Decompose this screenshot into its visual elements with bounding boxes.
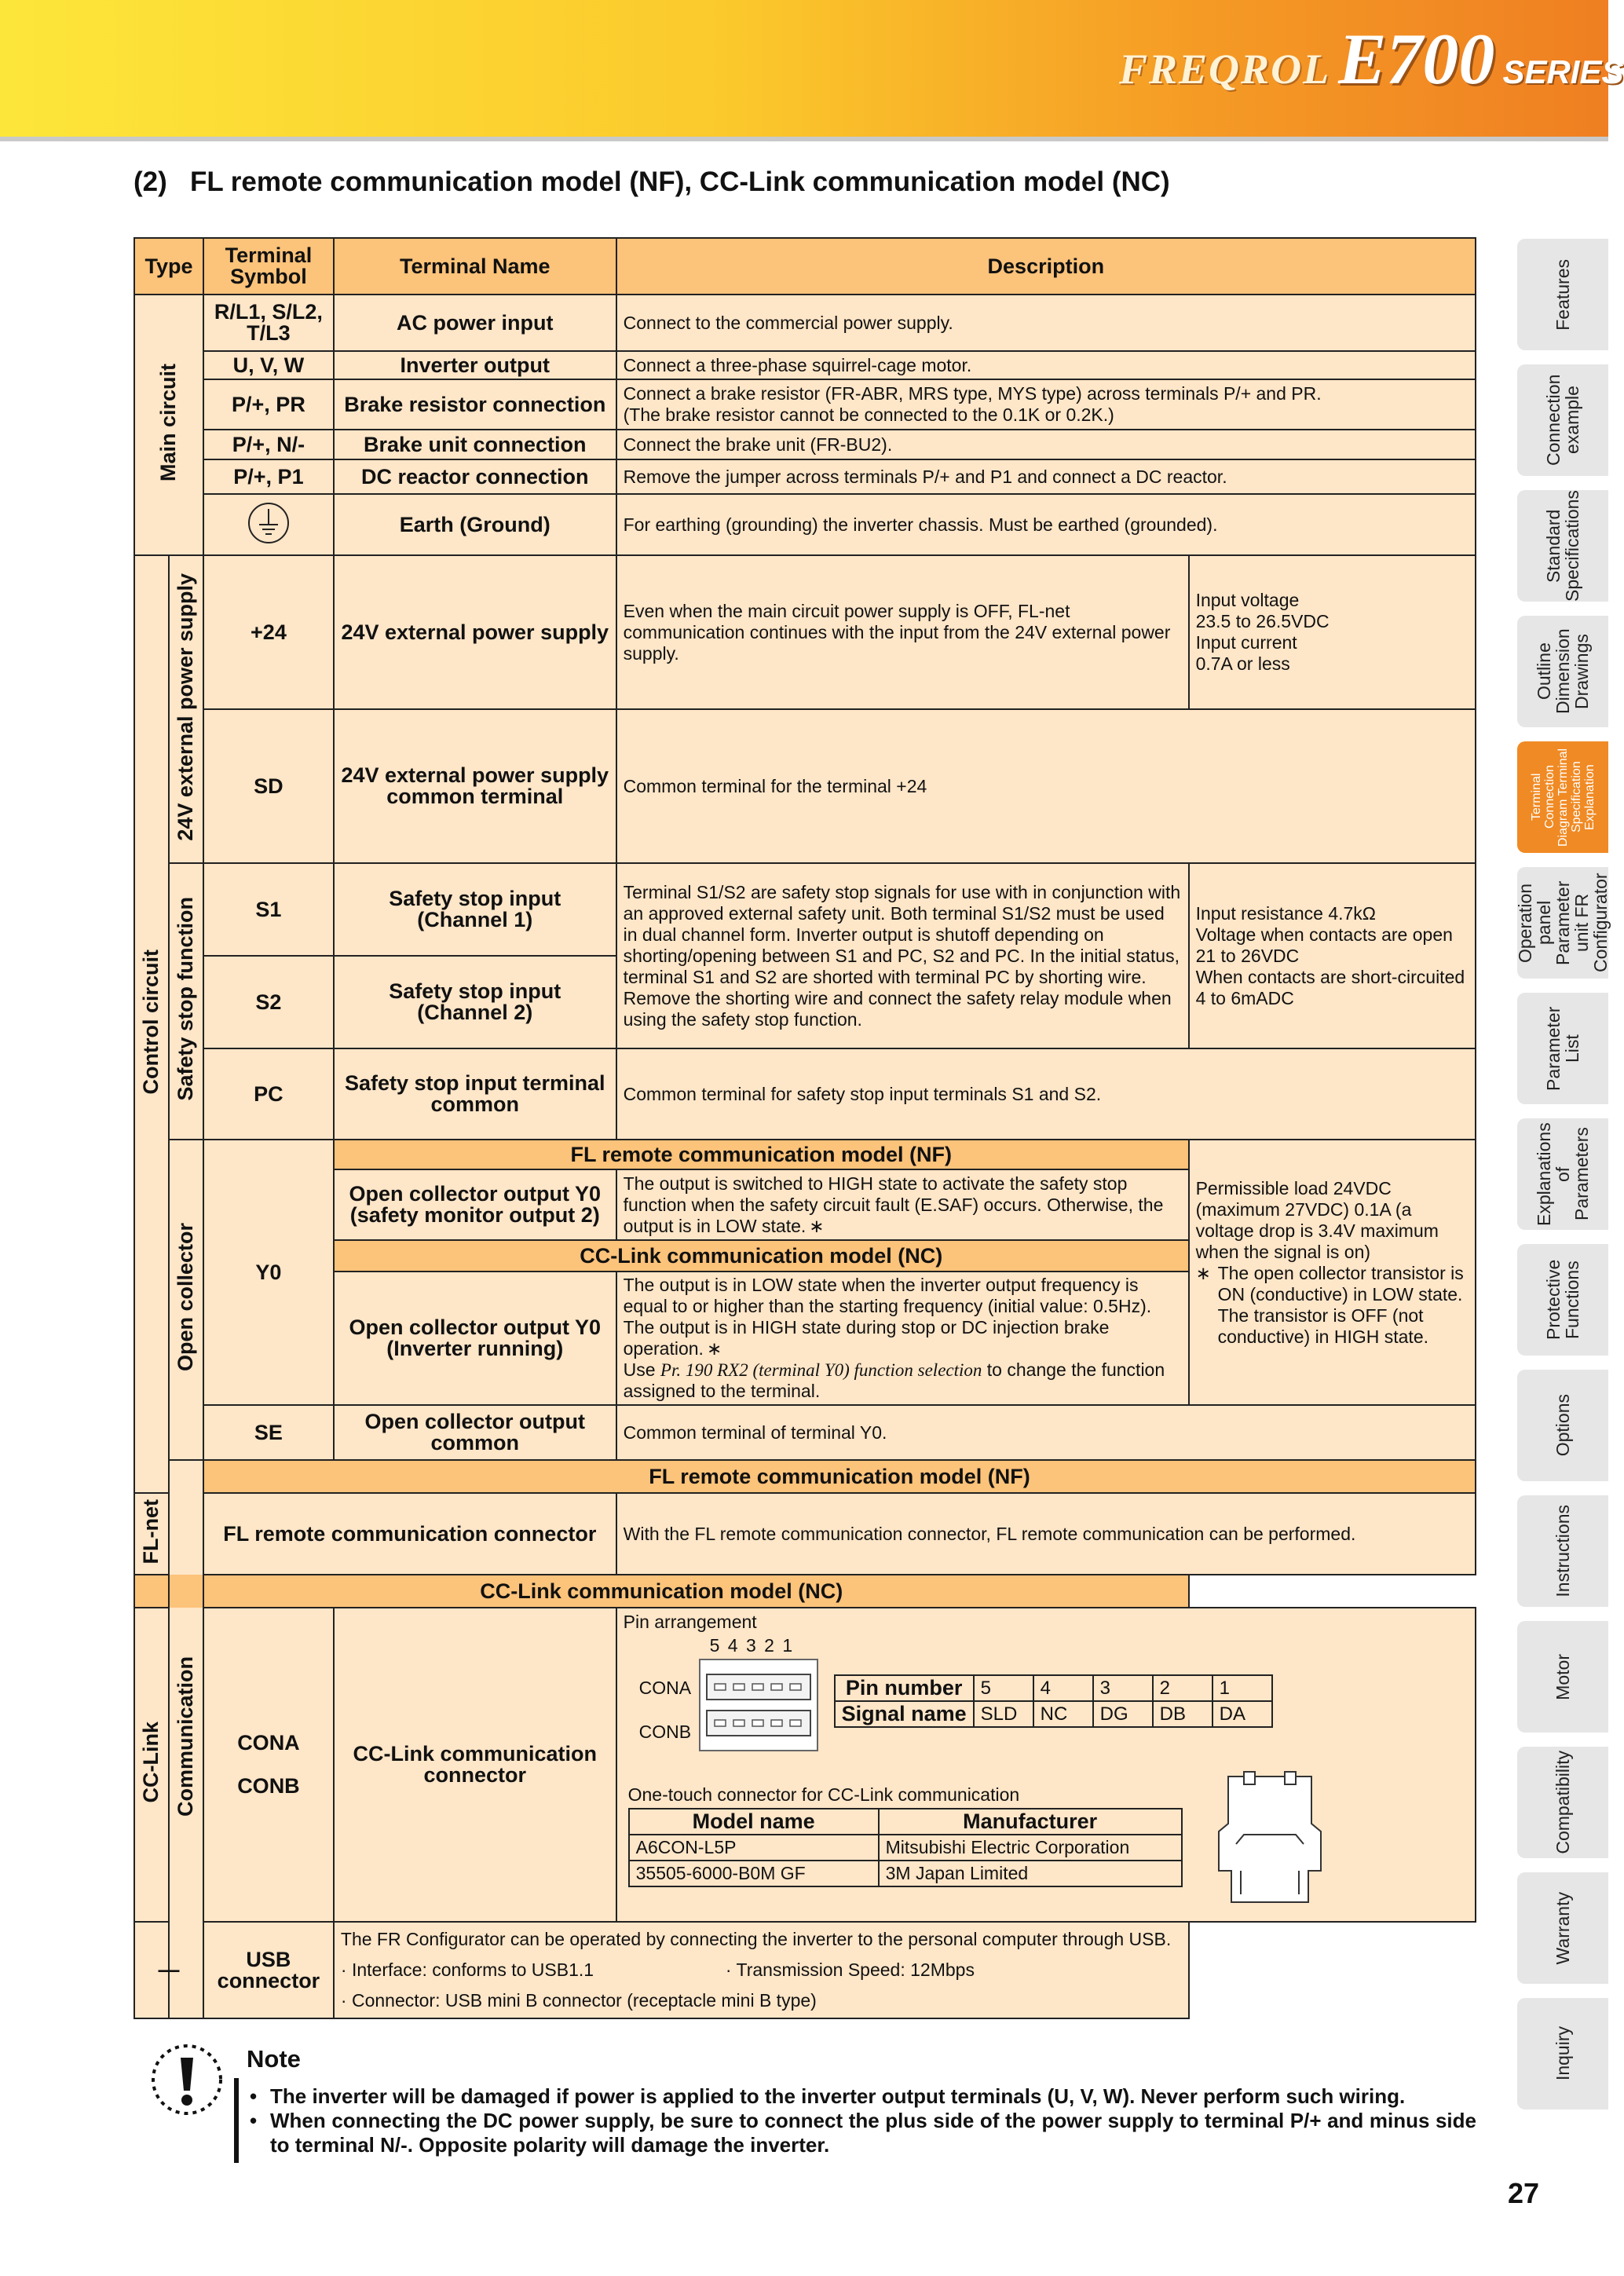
section-title: (2) FL remote communication model (NF), CC-Link communication model (NC) (134, 166, 1170, 197)
cc-link-detail (616, 1608, 1476, 1922)
terminal-description: With the FL remote communication connector, FL remote communication can be performed. (616, 1493, 1476, 1575)
terminal-spec (1189, 555, 1476, 709)
terminal-symbol: Y0 (203, 1140, 334, 1405)
pin-number-cell: 1 (1213, 1675, 1272, 1701)
terminal-symbol: R/L1, S/L2, T/L3 (203, 295, 334, 351)
spec-line: Input resistance 4.7kΩ (1195, 902, 1376, 924)
terminal-name: Inverter output (334, 351, 616, 379)
terminal-symbol: +24 (203, 555, 334, 709)
terminal-spec-table (134, 237, 1476, 2019)
usb-connector: · Connector: USB mini B connector (receptacle mini B type) (340, 1990, 817, 2011)
warning-exclamation-icon (149, 2042, 226, 2119)
logo-series: SERIES (1502, 53, 1624, 90)
onetouch-label: One-touch connector for CC-Link communication (627, 1784, 1020, 1805)
pin-signal-table (834, 1674, 1273, 1728)
terminal-name: 24V external power supply (334, 555, 616, 709)
spec-line: Voltage when contacts are open (1195, 924, 1453, 945)
table-row (134, 351, 1476, 379)
tab-terminal-connection[interactable]: Terminal Connection Diagram Terminal Specification Explanation (1517, 741, 1608, 853)
model-table (628, 1808, 1183, 1887)
signal-name-cell: DB (1153, 1701, 1213, 1727)
tab-warranty[interactable]: Warranty (1517, 1872, 1608, 1984)
terminal-symbol: P/+, PR (203, 379, 334, 430)
model-subheader-nc: CC-Link communication model (NC) (334, 1240, 1189, 1272)
terminal-symbol: S1 (203, 863, 334, 956)
terminal-symbol (203, 1608, 334, 1922)
table-row (134, 863, 1476, 956)
terminal-description: Common terminal for safety stop input terminals S1 and S2. (616, 1048, 1476, 1140)
terminal-name: Open collector output Y0 (safety monitor output 2) (334, 1169, 616, 1240)
terminal-description: Connect to the commercial power supply. (616, 295, 1476, 351)
pin-number-label: Pin number (835, 1675, 974, 1701)
terminal-name: DC reactor connection (334, 459, 616, 494)
header-divider (0, 137, 1608, 141)
terminal-symbol: PC (203, 1048, 334, 1140)
model-subheader-nf: FL remote communication model (NF) (334, 1140, 1189, 1169)
table-row (134, 709, 1476, 863)
signal-name-row (835, 1701, 1272, 1727)
terminal-name: Open collector output Y0 (Inverter running) (334, 1272, 616, 1405)
note-list (248, 2084, 1476, 2157)
description-text: to change the function assigned to the terminal. (623, 1359, 1165, 1401)
terminal-symbol: P/+, P1 (203, 459, 334, 494)
logo-brand: FREQROL (1119, 46, 1331, 93)
tab-motor[interactable]: Motor (1517, 1621, 1608, 1733)
signal-name-cell: NC (1033, 1701, 1093, 1727)
terminal-description: Connect the brake unit (FR-BU2). (616, 430, 1476, 459)
model-cell: A6CON-L5P (629, 1835, 879, 1861)
terminal-name: Open collector output common (334, 1405, 616, 1460)
table-row (134, 295, 1476, 351)
header-type: Type (134, 238, 203, 295)
terminal-name: Safety stop input (Channel 2) (334, 956, 616, 1048)
terminal-name: 24V external power supply common terminal (334, 709, 616, 863)
terminal-spec (1189, 863, 1476, 1048)
spec-line: When contacts are short-circuited (1195, 966, 1465, 987)
table-header-row (134, 238, 1476, 295)
terminal-description: For earthing (grounding) the inverter chassis. Must be earthed (grounded). (616, 494, 1476, 555)
description-line: (The brake resistor cannot be connected to the 0.1K or 0.2K.) (623, 404, 1114, 425)
terminal-symbol: P/+, N/- (203, 430, 334, 459)
usb-interface: · Interface: conforms to USB1.1 (340, 1959, 594, 1980)
manufacturer-cell: Mitsubishi Electric Corporation (879, 1835, 1182, 1861)
terminal-symbol: SD (203, 709, 334, 863)
terminal-name: Brake resistor connection (334, 379, 616, 430)
spec-line: Input current (1195, 632, 1297, 653)
spec-line: 21 to 26VDC (1195, 945, 1300, 966)
tab-options[interactable]: Options (1517, 1370, 1608, 1481)
terminal-symbol: — (134, 1922, 203, 2018)
description-text: The output is switched to HIGH state to activate the safety stop function when the safety circuit fault (E.SAF) occurs. Otherwise, the output is in LOW state. (623, 1173, 1164, 1236)
spec-load: Permissible load 24VDC (maximum 27VDC) 0.1A (a voltage drop is 3.4V maximum when the signal is on) (1195, 1178, 1439, 1262)
terminal-name: Brake unit connection (334, 430, 616, 459)
table-row (134, 1608, 1476, 1922)
terminal-spec (1189, 1140, 1476, 1405)
model-subheader-nc: CC-Link communication model (NC) (134, 1575, 1189, 1608)
table-row (134, 555, 1476, 709)
tab-explanations-of-parameters[interactable]: Explanations of Parameters (1517, 1118, 1608, 1230)
header-name: Terminal Name (334, 238, 616, 295)
manufacturer-header: Manufacturer (879, 1809, 1182, 1835)
usb-speed: · Transmission Speed: 12Mbps (725, 1959, 975, 1980)
table-row (134, 459, 1476, 494)
group-open-collector: Open collector (169, 1140, 203, 1460)
table-row (134, 1460, 1476, 1493)
series-logo (1119, 17, 1624, 104)
terminal-name: USB connector (203, 1922, 334, 2018)
signal-name-label: Signal name (835, 1701, 974, 1727)
signal-name-cell: SLD (974, 1701, 1033, 1727)
terminal-description (616, 1272, 1189, 1405)
spec-line: Input voltage (1195, 590, 1300, 610)
terminal-name: AC power input (334, 295, 616, 351)
asterisk-mark: ∗ (809, 1215, 825, 1236)
header-description: Description (616, 238, 1476, 295)
tab-protective-functions[interactable]: Protective Functions (1517, 1244, 1608, 1356)
spec-line: 23.5 to 26.5VDC (1195, 611, 1330, 631)
group-ext-power: 24V external power supply (169, 555, 203, 863)
connector-pin-diagram (699, 1659, 818, 1751)
note-title: Note (247, 2045, 301, 2073)
spec-note (1196, 1263, 1469, 1348)
manufacturer-cell: 3M Japan Limited (879, 1861, 1182, 1886)
spec-line: 4 to 6mADC (1195, 987, 1294, 1008)
symbol-conb: CONB (237, 1774, 300, 1798)
group-control-circuit: Control circuit (134, 555, 169, 1493)
table-row (134, 430, 1476, 459)
terminal-name: FL remote communication connector (203, 1493, 616, 1575)
terminal-description: Common terminal for the terminal +24 (616, 709, 1476, 863)
signal-name-cell: DA (1213, 1701, 1272, 1727)
symbol-cona: CONA (237, 1731, 300, 1755)
earth-ground-icon (247, 501, 291, 545)
tab-instructions[interactable]: Instructions (1517, 1495, 1608, 1607)
table-row (134, 494, 1476, 555)
pin-arrangement-label: Pin arrangement (623, 1612, 757, 1632)
model-header: Model name (629, 1809, 879, 1835)
note-text: When connecting the DC power supply, be sure to connect the plus side of the power supply to terminal P/+ and minus side to terminal N/-. Opposite polarity will damage the inverter. (270, 2109, 1476, 2157)
terminal-description (616, 1169, 1189, 1240)
tab-outline-dimension-drawings[interactable]: Outline Dimension Drawings (1517, 616, 1608, 727)
tab-standard-specifications[interactable]: Standard Specifications (1517, 490, 1608, 602)
spec-note-text: The open collector transistor is ON (conductive) in LOW state. The transistor is OFF (not conductive) in HIGH state. (1217, 1263, 1464, 1347)
table-row (629, 1861, 1182, 1886)
terminal-name: Safety stop input (Channel 1) (334, 863, 616, 956)
terminal-symbol: S2 (203, 956, 334, 1048)
description-text: The output is in LOW state when the inverter output frequency is equal to or higher than the starting frequency (initial value: 0.5Hz). The output is in HIGH state during stop or DC injection brake operation. (623, 1275, 1152, 1359)
terminal-description: Remove the jumper across terminals P/+ and P1 and connect a DC reactor. (616, 459, 1476, 494)
model-header-row (629, 1809, 1182, 1835)
pin-number-cell: 2 (1153, 1675, 1213, 1701)
terminal-symbol (203, 494, 334, 555)
terminal-name: Earth (Ground) (334, 494, 616, 555)
pin-number-row (835, 1675, 1272, 1701)
table-row (134, 1405, 1476, 1460)
table-row (134, 1493, 1476, 1575)
page-number: 27 (1508, 2177, 1540, 2209)
cona-label: CONA (638, 1678, 692, 1698)
one-touch-connector-illustration (1213, 1769, 1327, 1910)
pin-digits: 5 4 3 2 1 (709, 1635, 795, 1656)
note-item: • When connecting the DC power supply, be sure to connect the plus side of the power supply to terminal P/+ and minus side to terminal N/-. Opposite polarity will damage the inverter. (250, 2109, 1476, 2157)
asterisk-mark: ∗ (706, 1338, 722, 1359)
table-row (629, 1835, 1182, 1861)
pin-number-cell: 3 (1093, 1675, 1153, 1701)
terminal-description: Common terminal of terminal Y0. (616, 1405, 1476, 1460)
terminal-name: Safety stop input terminal common (334, 1048, 616, 1140)
logo-model: E700 (1338, 19, 1495, 99)
signal-name-cell: DG (1093, 1701, 1153, 1727)
terminal-description (334, 1922, 1189, 2018)
group-fl-net: FL-net (134, 1493, 169, 1575)
note-text: The inverter will be damaged if power is applied to the inverter output terminals (U, V, W). Never perform such wiring. (270, 2084, 1406, 2108)
tab-inquiry[interactable]: Inquiry (1517, 1998, 1608, 2110)
group-safety-stop: Safety stop function (169, 863, 203, 1140)
group-cc-link: CC-Link (134, 1608, 169, 1922)
pin-number-cell: 4 (1033, 1675, 1093, 1701)
terminal-description: Even when the main circuit power supply is OFF, FL-net communication continues with the input from the 24V external power supply. (616, 555, 1189, 709)
terminal-symbol: SE (203, 1405, 334, 1460)
tab-features[interactable]: Features (1517, 239, 1608, 350)
terminal-description: Terminal S1/S2 are safety stop signals for use with in conjunction with an approved external safety unit. Both terminal S1/S2 must be used in dual channel form. Inverter output is shutoff depending on shorting/opening between S1 and PC, S2 and PC. In the initial status, terminal S1 and S2 are shorted with terminal PC by shorting wire. Remove the shorting wire and connect the safety relay module when using the safety stop function. (616, 863, 1189, 1048)
header-symbol: Terminal Symbol (203, 238, 334, 295)
conb-label: CONB (638, 1722, 692, 1742)
parameter-reference: Pr. 190 RX2 (terminal Y0) function selection (660, 1360, 982, 1380)
spec-line: 0.7A or less (1195, 653, 1290, 674)
tab-connection-example[interactable]: Connection example (1517, 364, 1608, 476)
terminal-name: CC-Link communication connector (334, 1608, 616, 1922)
group-main-circuit: Main circuit (134, 295, 203, 555)
tab-compatibility[interactable]: Compatibility (1517, 1747, 1608, 1858)
model-subheader-nf: FL remote communication model (NF) (203, 1460, 1476, 1493)
group-communication: Communication (169, 1460, 203, 2018)
description-line: Connect a brake resistor (FR-ABR, MRS type, MYS type) across terminals P/+ and PR. (623, 383, 1322, 404)
table-row (134, 1140, 1476, 1169)
usb-description: The FR Configurator can be operated by connecting the inverter to the personal computer through USB. (340, 1929, 1172, 1949)
tab-operation-panel[interactable]: Operation panel Parameter unit FR Configurator (1517, 867, 1608, 979)
usb-spec-line (341, 1955, 1182, 1985)
terminal-description (616, 379, 1476, 430)
terminal-description: Connect a three-phase squirrel-cage motor. (616, 351, 1476, 379)
terminal-symbol: U, V, W (203, 351, 334, 379)
table-row (134, 379, 1476, 430)
table-row (134, 1048, 1476, 1140)
table-row (134, 1922, 1476, 2018)
note-item: • The inverter will be damaged if power is applied to the inverter output terminals (U, V, W). Never perform such wiring. (250, 2084, 1406, 2108)
pin-number-cell: 5 (974, 1675, 1033, 1701)
model-cell: 35505-6000-B0M GF (629, 1861, 879, 1886)
table-row (134, 1575, 1476, 1608)
asterisk-mark: ∗ (1195, 1263, 1211, 1283)
note-bar (234, 2078, 239, 2163)
description-text: Use (623, 1359, 660, 1380)
tab-parameter-list[interactable]: Parameter List (1517, 993, 1608, 1104)
